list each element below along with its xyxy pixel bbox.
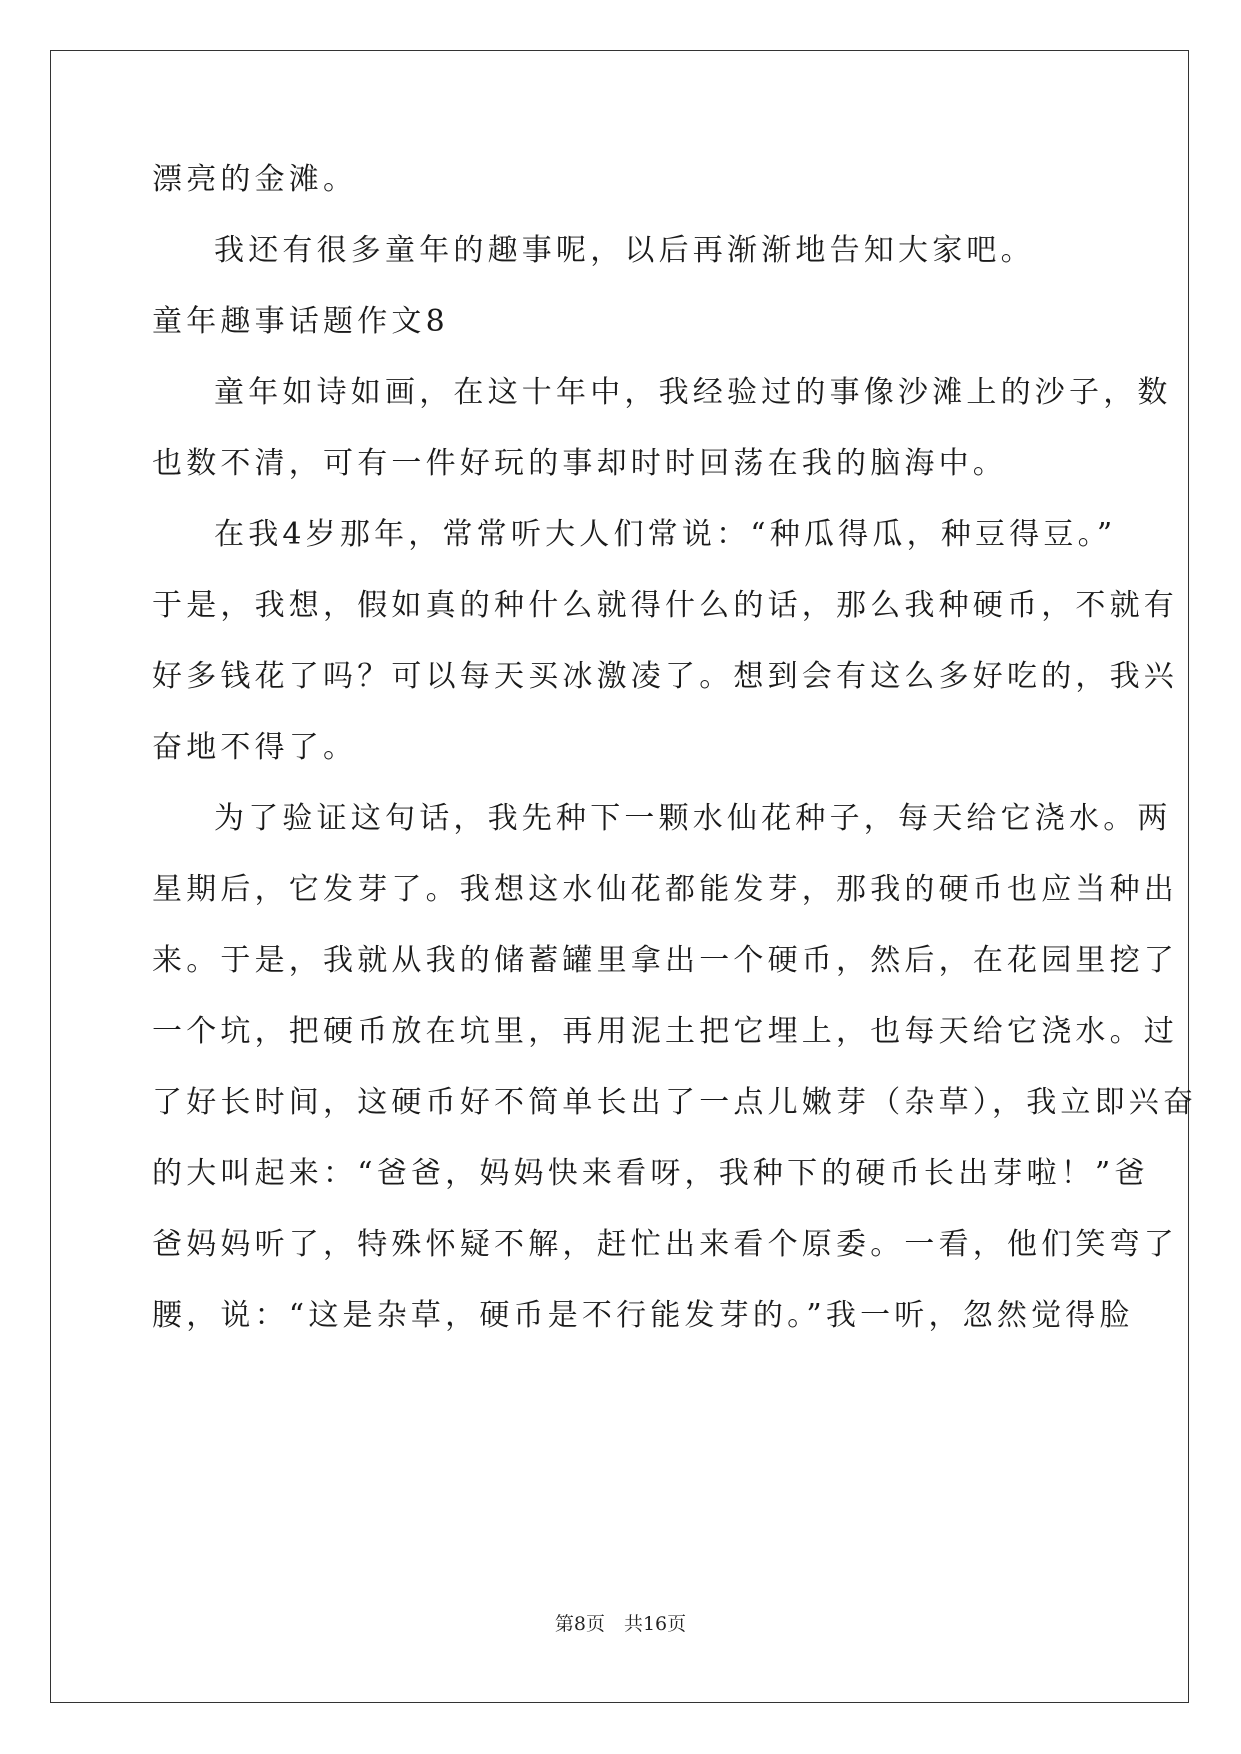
text-line: 于是，我想，假如真的种什么就得什么的话，那么我种硬币，不就有 — [152, 588, 1178, 623]
text-line: 了好长时间，这硬币好不简单长出了一点儿嫩芽（杂草），我立即兴奋 — [152, 1085, 1198, 1120]
paragraph-first-line: 童年如诗如画，在这十年中，我经验过的事像沙滩上的沙子，数 — [214, 375, 1172, 410]
page-number-footer: 第8页 共16页 — [554, 1613, 687, 1635]
paragraph-first-line: 为了验证这句话，我先种下一颗水仙花种子，每天给它浇水。两 — [214, 801, 1172, 836]
text-line: 来。于是，我就从我的储蓄罐里拿出一个硬币，然后，在花园里挖了 — [152, 943, 1178, 978]
text-line: 爸妈妈听了，特殊怀疑不解，赶忙出来看个原委。一看，他们笑弯了 — [152, 1227, 1178, 1262]
text-line: 也数不清，可有一件好玩的事却时时回荡在我的脑海中。 — [152, 446, 1007, 481]
text-line: 漂亮的金滩。 — [152, 162, 358, 197]
paragraph-first-line: 在我4岁那年，常常听大人们常说：“种瓜得瓜，种豆得豆。” — [214, 517, 1117, 552]
section-heading: 童年趣事话题作文8 — [152, 304, 449, 339]
text-line: 腰，说：“这是杂草，硬币是不行能发芽的。”我一听，忽然觉得脸 — [152, 1298, 1134, 1333]
text-line: 奋地不得了。 — [152, 730, 358, 765]
text-line: 好多钱花了吗？可以每天买冰激凌了。想到会有这么多好吃的，我兴 — [152, 659, 1178, 694]
text-line: 星期后，它发芽了。我想这水仙花都能发芽，那我的硬币也应当种出 — [152, 872, 1178, 907]
text-line: 一个坑，把硬币放在坑里，再用泥土把它埋上，也每天给它浇水。过 — [152, 1014, 1178, 1049]
text-line: 的大叫起来：“爸爸，妈妈快来看呀，我种下的硬币长出芽啦！”爸 — [152, 1156, 1149, 1191]
paragraph-first-line: 我还有很多童年的趣事呢，以后再渐渐地告知大家吧。 — [214, 233, 1035, 268]
